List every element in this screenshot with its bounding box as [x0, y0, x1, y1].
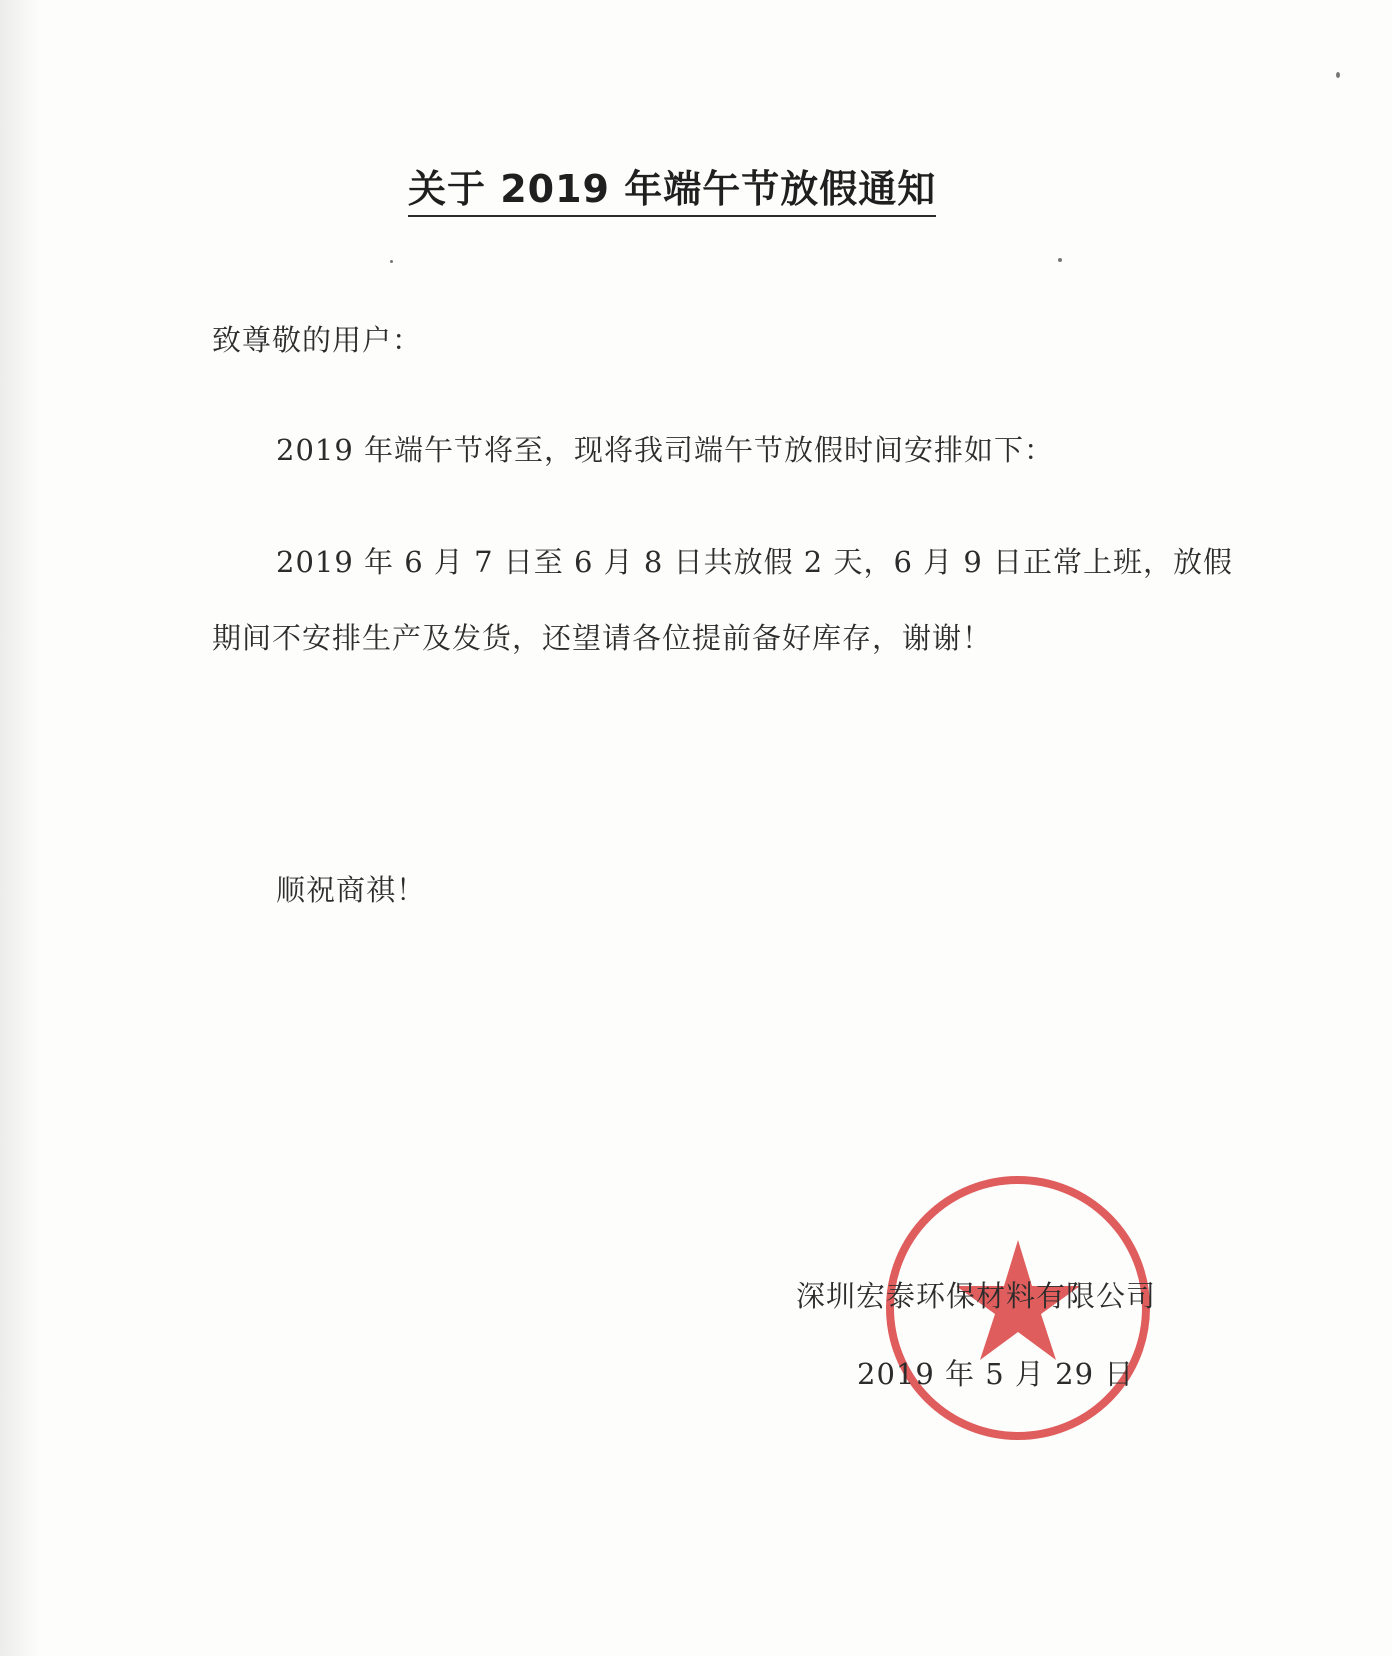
paragraph-2-line-2: 期间不安排生产及发货，还望请各位提前备好库存，谢谢！: [212, 621, 993, 655]
paragraph-2-line-1: 2019 年 6 月 7 日至 6 月 8 日共放假 2 天，6 月 9 日正常上班，放假: [276, 545, 1234, 579]
document-title: 关于 2019 年端午节放假通知: [408, 158, 936, 217]
salutation: 致尊敬的用户：: [212, 323, 423, 357]
scan-speck: [1058, 258, 1062, 262]
scan-speck: [1336, 72, 1340, 78]
closing-greeting: 顺祝商祺！: [276, 873, 427, 907]
paragraph-1: 2019 年端午节将至，现将我司端午节放假时间安排如下：: [276, 433, 1055, 467]
scan-shading: [0, 0, 40, 1656]
scan-speck: [390, 260, 393, 263]
company-name: 深圳宏泰环保材料有限公司: [796, 1279, 1157, 1313]
issue-date: 2019 年 5 月 29 日: [857, 1357, 1135, 1391]
